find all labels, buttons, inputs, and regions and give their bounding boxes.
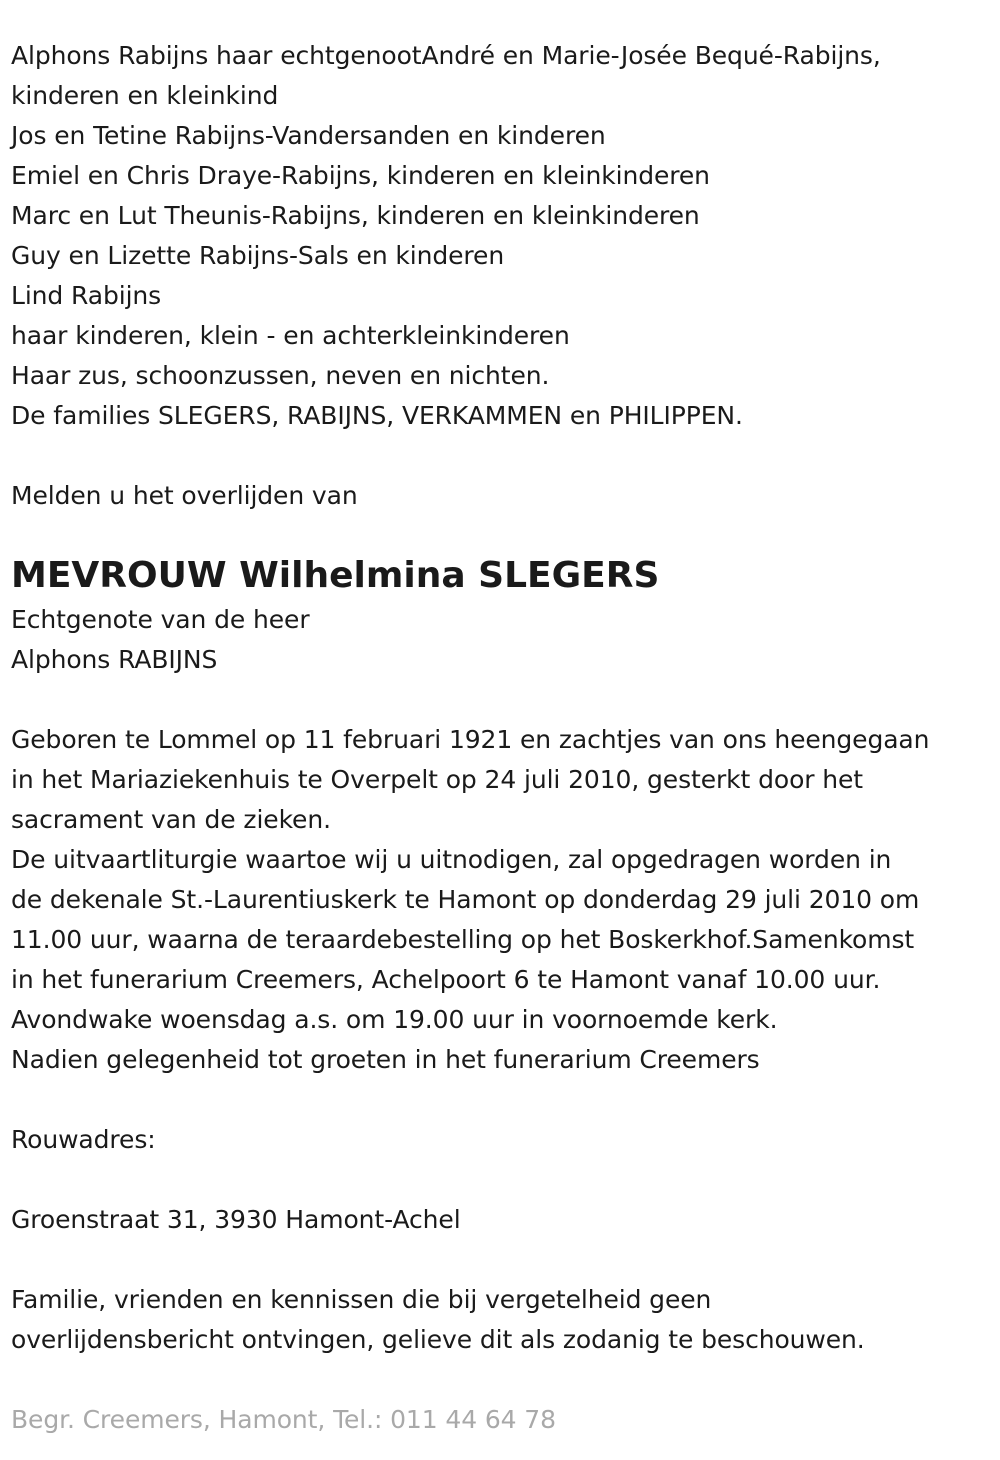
family-line: kinderen en kleinkind (11, 81, 279, 110)
undertaker-footer: Begr. Creemers, Hamont, Tel.: 011 44 64 78 (11, 1405, 556, 1434)
spouse-line: Echtgenote van de heer (11, 605, 310, 634)
family-line: Lind Rabijns (11, 281, 162, 310)
family-line: Haar zus, schoonzussen, neven en nichten. (11, 361, 550, 390)
family-list (11, 36, 996, 436)
details-line: 11.00 uur, waarna de teraardebestelling op het Boskerkhof.Samenkomst (11, 925, 915, 954)
funeral-details (11, 720, 996, 1080)
deceased-name: MEVROUW Wilhelmina SLEGERS (11, 555, 660, 596)
details-line: Avondwake woensdag a.s. om 19.00 uur in voornoemde kerk. (11, 1005, 778, 1034)
family-line: Jos en Tetine Rabijns-Vandersanden en kinderen (11, 121, 606, 150)
details-line: De uitvaartliturgie waartoe wij u uitnodigen, zal opgedragen worden in (11, 845, 892, 874)
details-line: in het Mariaziekenhuis te Overpelt op 24 juli 2010, gesterkt door het (11, 765, 864, 794)
address-value: Groenstraat 31, 3930 Hamont-Achel (11, 1205, 461, 1234)
family-line: Marc en Lut Theunis-Rabijns, kinderen en kleinkinderen (11, 201, 700, 230)
obituary-notice (11, 36, 996, 1440)
family-line: Alphons Rabijns haar echtgenootAndré en Marie-Josée Bequé-Rabijns, (11, 41, 881, 70)
family-line: De families SLEGERS, RABIJNS, VERKAMMEN en PHILIPPEN. (11, 401, 743, 430)
details-line: de dekenale St.-Laurentiuskerk te Hamont op donderdag 29 juli 2010 om (11, 885, 920, 914)
family-line: haar kinderen, klein - en achterkleinkinderen (11, 321, 570, 350)
family-line: Emiel en Chris Draye-Rabijns, kinderen en kleinkinderen (11, 161, 710, 190)
spouse-line: Alphons RABIJNS (11, 645, 218, 674)
details-line: Geboren te Lommel op 11 februari 1921 en zachtjes van ons heengegaan (11, 725, 930, 754)
notice-line: overlijdensbericht ontvingen, gelieve dit als zodanig te beschouwen. (11, 1325, 865, 1354)
notice-text (11, 1280, 996, 1360)
notice-line: Familie, vrienden en kennissen die bij vergetelheid geen (11, 1285, 712, 1314)
details-line: in het funerarium Creemers, Achelpoort 6 te Hamont vanaf 10.00 uur. (11, 965, 881, 994)
details-line: Nadien gelegenheid tot groeten in het funerarium Creemers (11, 1045, 760, 1074)
details-line: sacrament van de zieken. (11, 805, 331, 834)
announcement-text: Melden u het overlijden van (11, 481, 358, 510)
address-label: Rouwadres: (11, 1125, 156, 1154)
family-line: Guy en Lizette Rabijns-Sals en kinderen (11, 241, 505, 270)
